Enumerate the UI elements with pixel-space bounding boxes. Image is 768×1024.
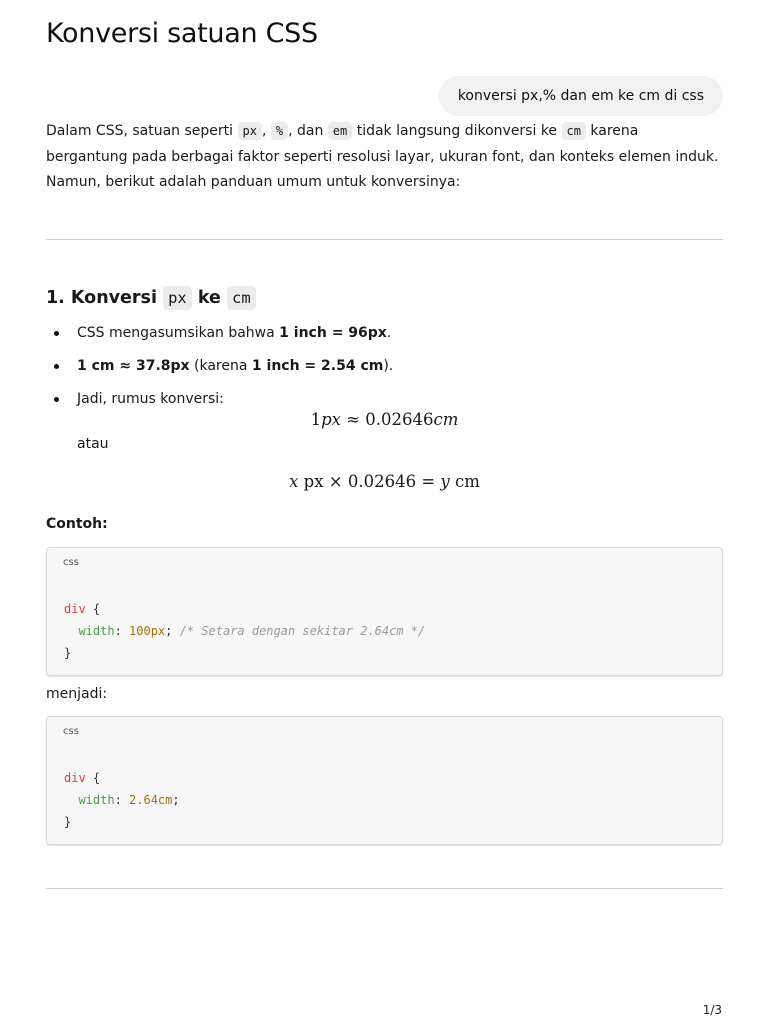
intro-paragraph: Dalam CSS, satuan seperti px , % , dan em tidak langsung dikonversi ke cm karena bergantung pada berbagai faktor seperti resolusi layar, ukuran font, dan konteks elemen induk. Namun, berikut adalah panduan umum untuk konversinya: (46, 123, 719, 190)
code-block-result (46, 716, 723, 845)
inline-code-cm: cm (562, 122, 586, 140)
code-block-example (46, 547, 723, 676)
heading-code-cm: cm (227, 286, 256, 310)
contoh-label: Contoh: (46, 516, 108, 532)
section-divider (46, 239, 723, 240)
bullet-dot-icon (54, 364, 59, 369)
inline-code-px: px (238, 122, 262, 140)
code-content: div { width: 2.64cm; } (64, 771, 180, 829)
inline-code-em: em (328, 122, 352, 140)
menjadi-label: menjadi: (46, 686, 108, 702)
page-title: Konversi satuan CSS (46, 18, 318, 49)
page-number: 1/3 (702, 1003, 722, 1017)
user-message-bubble: konversi px,% dan em ke cm di css (439, 76, 723, 116)
section-heading-px-to-cm: 1. Konversi px ke cm (46, 284, 256, 312)
heading-code-px: px (163, 286, 192, 310)
bullet-dot-icon (54, 331, 59, 336)
code-content: div { width: 100px; /* Setara dengan sekitar 2.64cm */ } (64, 602, 426, 660)
code-language-label: css (63, 726, 79, 737)
atau-text: atau (77, 436, 109, 452)
formula-px-to-cm: 1px ≈ 0.02646cm (310, 410, 459, 429)
inline-code-percent: % (271, 122, 288, 140)
section-divider (46, 888, 723, 889)
formula-general: x px × 0.02646 = y cm (289, 472, 480, 491)
bullet-dot-icon (54, 397, 59, 402)
code-language-label: css (63, 557, 79, 568)
